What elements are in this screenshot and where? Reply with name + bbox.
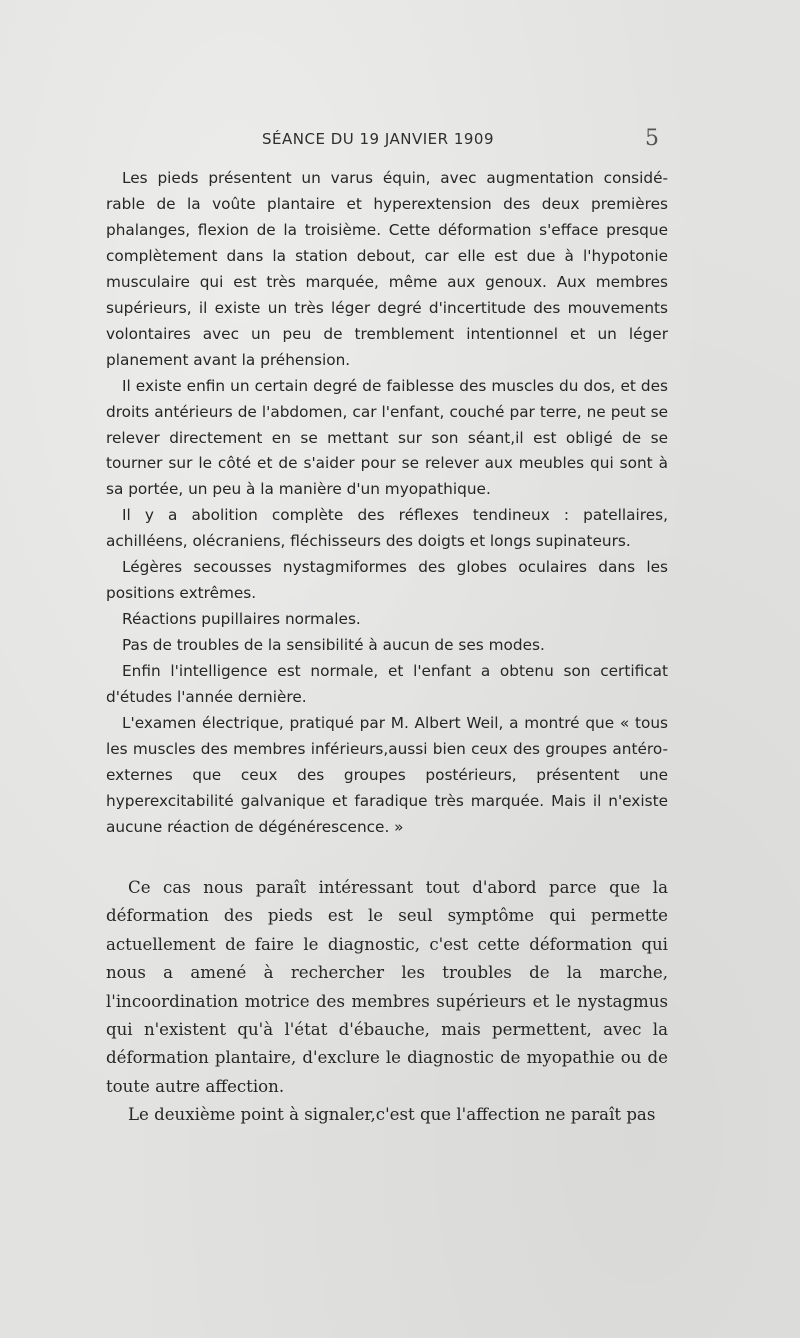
paragraph-second-point: Le deuxième point à signaler,c'est que l'affection ne paraît pas <box>128 1105 656 1125</box>
discussion <box>106 874 668 1130</box>
paragraph-weakness: Il existe enfin un certain degré de faiblesse des muscles du dos, et des droits antérieurs de l'abdomen, car l'enfant, couché par terre, ne peut se relever directement en se mettant sur son séant,il est obligé de se tourner sur le côté et de s'aider pour se relever aux meubles qui sont à sa portée, un peu à la manière d'un myopathique. <box>106 376 668 499</box>
case-description <box>106 166 668 841</box>
paragraph-nystagmus: Légères secousses nystagmiformes des globes oculaires dans les positions extrêmes. <box>106 558 668 603</box>
paragraph-pupils: Réactions pupillaires normales. <box>122 610 361 629</box>
paragraph-interest: Ce cas nous paraît intéressant tout d'abord parce que la déformation des pieds est le seul symptôme qui permette actuellement de faire le diagnostic, c'est cette déformation qui nous a amené à rechercher les troubles de la marche, l'incoordination motrice des membres supérieurs et le nystagmus qui n'existent qu'à l'état d'ébauche, mais permettent, avec la déformation plantaire, d'exclure le diagnostic de myopathie ou de toute autre affection. <box>106 878 668 1096</box>
page-header <box>0 126 800 154</box>
running-head: SÉANCE DU 19 JANVIER 1909 <box>262 130 495 148</box>
paragraph-sensibility: Pas de troubles de la sensibilité à aucun de ses modes. <box>122 636 545 655</box>
paragraph-feet: Les pieds présentent un varus équin, avec augmentation considé- rable de la voûte plantaire et hyperextension des deux premières phalanges, flexion de la troisième. Cette déformation s'efface presque complètement dans la station debout, car elle est due à l'hypotonie musculaire qui est très marquée, même aux genoux. Aux membres supérieurs, il existe un très léger degré d'incertitude des mouvements volontaires avec un peu de tremblement intentionnel et un léger planement avant la préhension. <box>106 169 668 369</box>
paragraph-electric-exam: L'examen électrique, pratiqué par M. Albert Weil, a montré que « tous les muscles des membres inférieurs,aussi bien ceux des groupes antéro-externes que ceux des groupes postérieurs, présentent une hyperexcitabilité galvanique et faradique très marquée. Mais il n'existe aucune réaction de dégénérescence. » <box>106 714 668 836</box>
page-number: 5 <box>645 126 659 151</box>
paragraph-reflexes: Il y a abolition complète des réflexes tendineux : patellaires, achilléens, olécraniens, fléchisseurs des doigts et longs supinateurs. <box>106 506 668 551</box>
paragraph-intelligence: Enfin l'intelligence est normale, et l'enfant a obtenu son certificat d'études l'année dernière. <box>106 662 668 707</box>
